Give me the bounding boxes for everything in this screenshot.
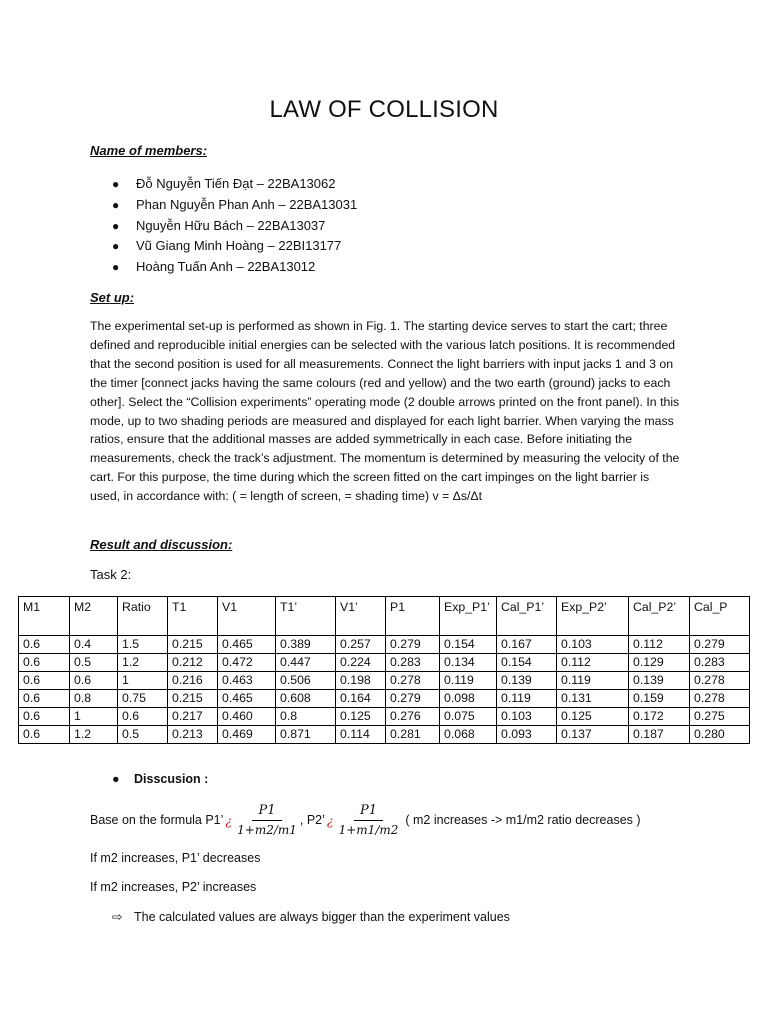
member-item <box>112 195 357 216</box>
table-row <box>19 690 750 708</box>
member-item <box>112 174 357 195</box>
formula-symbol: ¿ <box>326 812 334 828</box>
table-cell: 0.472 <box>218 654 276 672</box>
fraction-denominator: 1+m2/m1 <box>237 822 297 837</box>
table-cell: 0.447 <box>276 654 336 672</box>
arrow-right-icon: ⇨ <box>112 910 123 924</box>
table-cell: 0.224 <box>336 654 386 672</box>
table-cell: 0.6 <box>19 654 70 672</box>
table-cell: 0.139 <box>629 672 690 690</box>
table-cell: 0.871 <box>276 726 336 744</box>
member-item <box>112 236 357 257</box>
table-cell: 0.608 <box>276 690 336 708</box>
formula-symbol: ¿ <box>225 812 233 828</box>
table-cell: 0.465 <box>218 636 276 654</box>
table-cell: 0.119 <box>557 672 629 690</box>
table-cell: 0.283 <box>690 654 750 672</box>
table-cell: 0.389 <box>276 636 336 654</box>
table-cell: 1 <box>70 708 118 726</box>
table-cell: 0.112 <box>629 636 690 654</box>
table-cell: 0.465 <box>218 690 276 708</box>
table-cell: 0.216 <box>168 672 218 690</box>
statement-line-2: If m2 increases, P2’ increases <box>90 880 257 894</box>
formula-line <box>90 800 641 840</box>
bullet-icon: ● <box>112 218 120 233</box>
column-header: M2 <box>70 597 118 636</box>
table-cell: 0.167 <box>497 636 557 654</box>
formula-suffix: ( m2 increases -> m1/m2 ratio decreases ) <box>405 813 641 827</box>
table-cell: 0.075 <box>440 708 497 726</box>
table-row <box>19 654 750 672</box>
table-cell: 0.6 <box>70 672 118 690</box>
table-cell: 0.212 <box>168 654 218 672</box>
conclusion-text: The calculated values are always bigger than the experiment values <box>134 910 510 924</box>
table-cell: 0.154 <box>440 636 497 654</box>
table-cell: 0.5 <box>70 654 118 672</box>
setup-heading: Set up: <box>90 290 135 305</box>
table-cell: 0.5 <box>118 726 168 744</box>
member-name: Hoàng Tuấn Anh – 22BA13012 <box>136 259 316 275</box>
statement-line-1: If m2 increases, P1’ decreases <box>90 851 261 865</box>
table-cell: 0.4 <box>70 636 118 654</box>
table-cell: 0.114 <box>336 726 386 744</box>
table-cell: 0.279 <box>386 690 440 708</box>
table-cell: 1.2 <box>118 654 168 672</box>
column-header: Ratio <box>118 597 168 636</box>
table-cell: 0.198 <box>336 672 386 690</box>
table-cell: 0.119 <box>497 690 557 708</box>
table-cell: 0.6 <box>19 636 70 654</box>
table-cell: 0.281 <box>386 726 440 744</box>
column-header: T1 <box>168 597 218 636</box>
table-cell: 0.187 <box>629 726 690 744</box>
member-name: Vũ Giang Minh Hoàng – 22BI13177 <box>136 238 342 254</box>
bullet-icon: ● <box>112 260 120 275</box>
table-cell: 0.159 <box>629 690 690 708</box>
table-cell: 0.6 <box>19 672 70 690</box>
table-cell: 0.215 <box>168 636 218 654</box>
column-header: V1’ <box>336 597 386 636</box>
bullet-icon: ● <box>112 177 120 191</box>
table-cell: 0.6 <box>19 726 70 744</box>
table-cell: 0.279 <box>690 636 750 654</box>
table-cell: 0.460 <box>218 708 276 726</box>
table-row <box>19 636 750 654</box>
bullet-icon: ● <box>112 772 120 786</box>
table-cell: 0.278 <box>690 690 750 708</box>
table-cell: 0.463 <box>218 672 276 690</box>
column-header: Exp_P2’ <box>557 597 629 636</box>
table-cell: 0.139 <box>497 672 557 690</box>
table-row <box>19 708 750 726</box>
table-cell: 0.129 <box>629 654 690 672</box>
discussion-label: Disscusion : <box>134 772 209 786</box>
task-label: Task 2: <box>90 567 132 582</box>
member-name: Nguyễn Hữu Bách – 22BA13037 <box>136 217 326 233</box>
document-title: LAW OF COLLISION <box>269 96 499 123</box>
table-cell: 0.215 <box>168 690 218 708</box>
member-item <box>112 257 357 278</box>
table-cell: 0.469 <box>218 726 276 744</box>
table-cell: 0.213 <box>168 726 218 744</box>
table-cell: 0.278 <box>386 672 440 690</box>
table-cell: 0.125 <box>336 708 386 726</box>
member-item <box>112 216 357 237</box>
table-cell: 0.257 <box>336 636 386 654</box>
fraction-p1 <box>237 803 297 838</box>
member-name: Đỗ Nguyễn Tiến Đạt – 22BA13062 <box>136 176 336 191</box>
setup-paragraph: The experimental set-up is performed as shown in Fig. 1. The starting device serves to start the cart; three defined and reproducible initial energies can be selected with the various latch positions. It is recommended that the second position is used for all measurements. Connect the light barriers with input jacks 1 and 3 on the timer [connect jacks having the same colours (red and yellow) and the two earth (ground) jacks to each other]. Select the “Collision experiments” operating mode (2 double arrows printed on the front panel). In this mode, up to two shading periods are measured and displayed for each light barrier. When varying the mass ratios, ensure that the additional masses are added symmetrically in each case. Before initiating the measurements, check the track’s adjustment. The momentum is determined by measuring the velocity of the cart. For this purpose, the time during which the screen fitted on the cart impinges on the light barrier is used, in accordance with: ( = length of screen, = shading time) v = Δs/Δt <box>90 319 680 504</box>
column-header: Cal_P <box>690 597 750 636</box>
column-header: P1 <box>386 597 440 636</box>
table-cell: 1 <box>118 672 168 690</box>
table-row <box>19 672 750 690</box>
table-cell: 0.098 <box>440 690 497 708</box>
table-cell: 0.112 <box>557 654 629 672</box>
conclusion-line <box>112 909 510 924</box>
fraction-numerator: P1 <box>354 803 383 821</box>
table-cell: 0.068 <box>440 726 497 744</box>
bullet-icon: ● <box>112 197 120 212</box>
table-cell: 0.6 <box>19 690 70 708</box>
column-header: Cal_P2’ <box>629 597 690 636</box>
member-name: Phan Nguyễn Phan Anh – 22BA13031 <box>136 196 358 212</box>
column-header: Exp_P1’ <box>440 597 497 636</box>
table-cell: 0.164 <box>336 690 386 708</box>
table-cell: 0.6 <box>118 708 168 726</box>
table-cell: 0.506 <box>276 672 336 690</box>
fraction-p2 <box>339 803 399 838</box>
table-cell: 1.2 <box>70 726 118 744</box>
table-cell: 0.276 <box>386 708 440 726</box>
members-heading: Name of members: <box>90 143 208 158</box>
table-cell: 0.275 <box>690 708 750 726</box>
table-cell: 0.093 <box>497 726 557 744</box>
table-cell: 0.137 <box>557 726 629 744</box>
table-cell: 0.103 <box>557 636 629 654</box>
table-cell: 0.75 <box>118 690 168 708</box>
bullet-icon: ● <box>112 239 120 254</box>
column-header: V1 <box>218 597 276 636</box>
table-cell: 1.5 <box>118 636 168 654</box>
table-cell: 0.278 <box>690 672 750 690</box>
table-cell: 0.280 <box>690 726 750 744</box>
results-heading: Result and discussion: <box>90 537 233 552</box>
column-header: Cal_P1’ <box>497 597 557 636</box>
results-table <box>18 596 750 744</box>
table-cell: 0.172 <box>629 708 690 726</box>
fraction-numerator: P1 <box>252 803 281 821</box>
table-row <box>19 726 750 744</box>
table-header-row <box>19 597 750 636</box>
formula-middle: , P2’ <box>299 813 325 827</box>
table-cell: 0.8 <box>70 690 118 708</box>
table-cell: 0.125 <box>557 708 629 726</box>
members-list <box>112 174 357 278</box>
column-header: T1’ <box>276 597 336 636</box>
table-cell: 0.279 <box>386 636 440 654</box>
table-cell: 0.283 <box>386 654 440 672</box>
formula-prefix: Base on the formula P1’ <box>90 813 224 827</box>
table-cell: 0.103 <box>497 708 557 726</box>
table-cell: 0.8 <box>276 708 336 726</box>
fraction-denominator: 1+m1/m2 <box>338 822 399 837</box>
table-cell: 0.154 <box>497 654 557 672</box>
table-cell: 0.131 <box>557 690 629 708</box>
table-cell: 0.217 <box>168 708 218 726</box>
table-cell: 0.6 <box>19 708 70 726</box>
discussion-heading <box>112 772 208 786</box>
table-cell: 0.134 <box>440 654 497 672</box>
column-header: M1 <box>19 597 70 636</box>
table-cell: 0.119 <box>440 672 497 690</box>
